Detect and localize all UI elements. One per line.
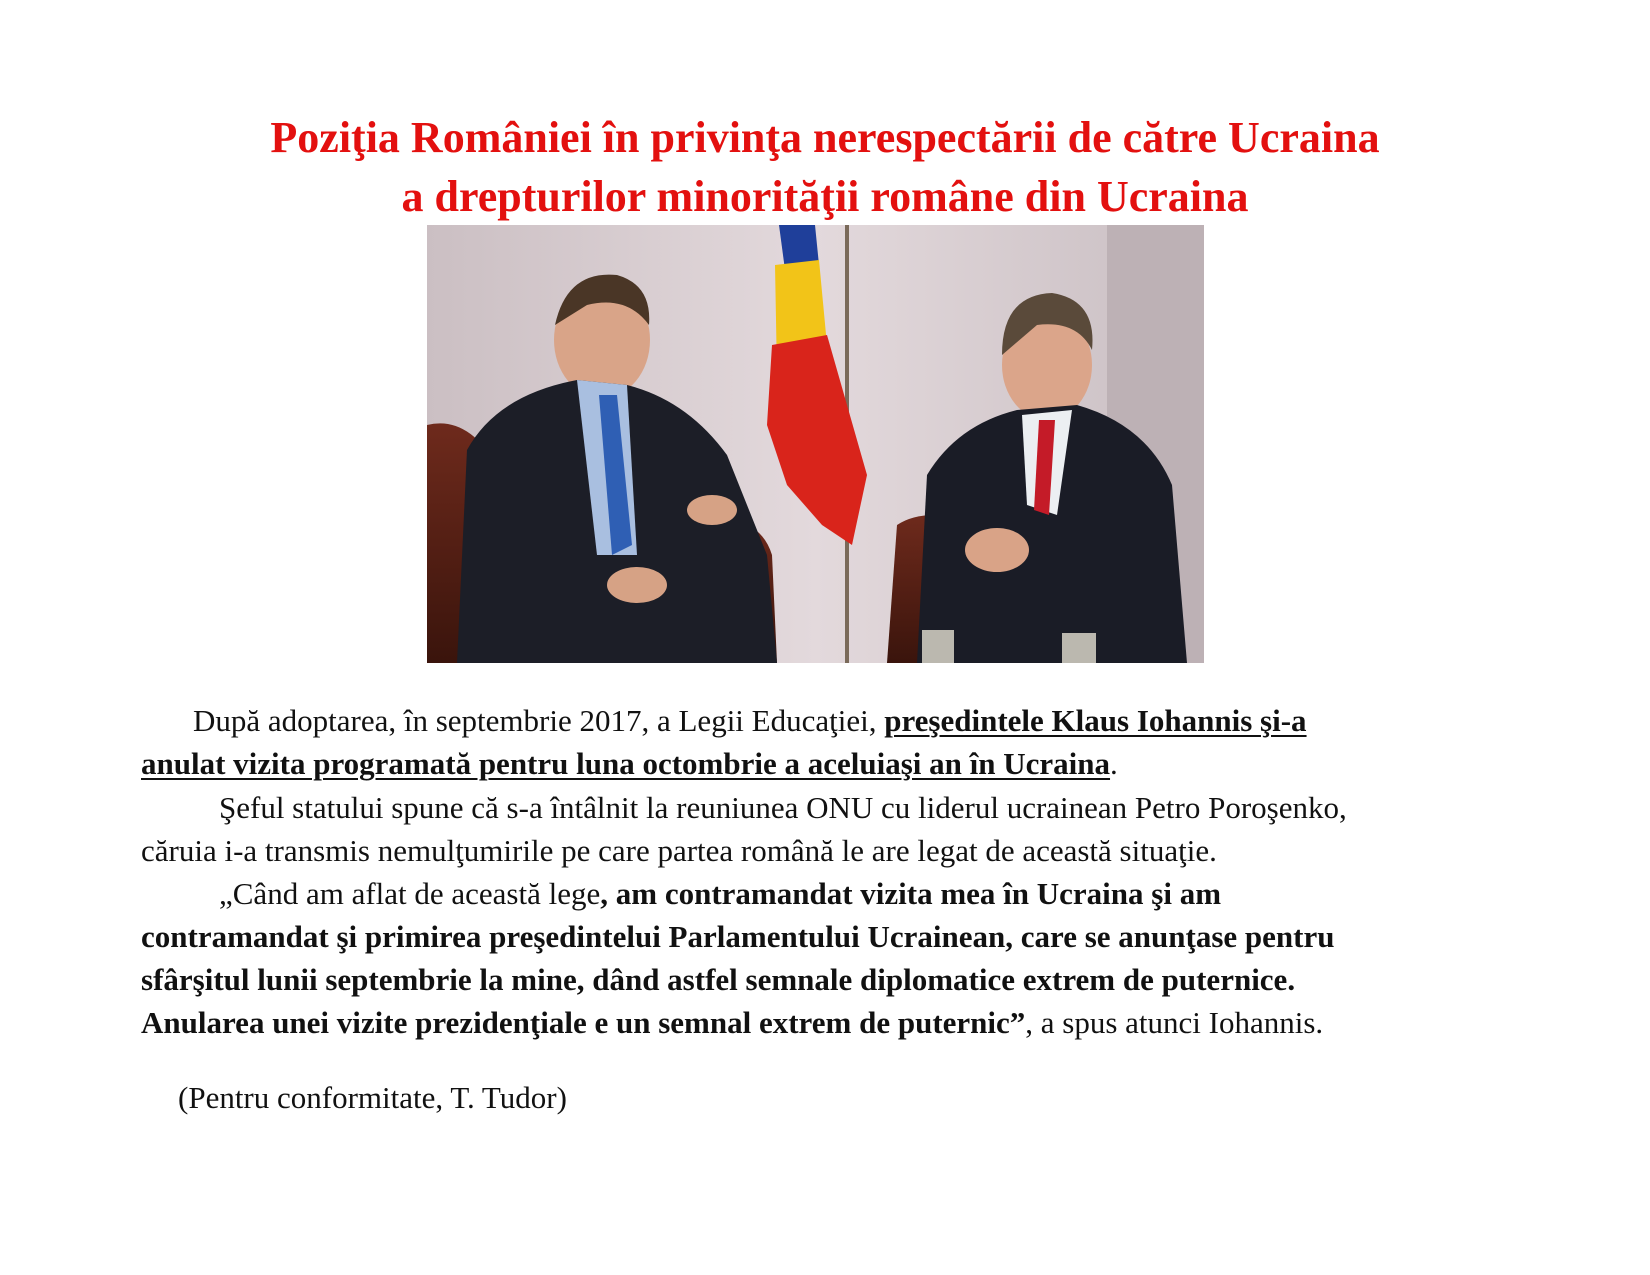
text-bold: , am contramandat vizita mea în Ucraina şi am [600,876,1222,911]
paragraph-line-7: sfârşitul lunii septembrie la mine, dând astfel semnale diplomatice extrem de puternice. [141,962,1296,997]
title-line-2: a drepturilor minorităţii române din Ucraina [401,172,1249,221]
paragraph-line-2 [141,742,1521,785]
text-normal: „Când am aflat de această lege [219,876,601,911]
text-bold-underlined: anulat vizita programată pentru luna octombrie a aceluiaşi an în Ucraina [141,746,1111,781]
paragraph-line-1 [141,699,1573,742]
paragraph-line-3: Şeful statului spune că s-a întâlnit la reuniunea ONU cu liderul ucrainean Petro Poroşenko, [219,790,1347,825]
signature: (Pentru conformitate, T. Tudor) [178,1080,567,1115]
text-normal: . [1110,746,1118,781]
paragraph-line-5 [141,872,1599,915]
paragraph-line-4: căruia i-a transmis nemulţumirile pe care partea română le are legat de această situaţie. [141,833,1217,868]
text-normal: După adoptarea, în septembrie 2017, a Legii Educaţiei, [193,703,885,738]
meeting-photo [427,225,1204,663]
paragraph-line-6: contramandat şi primirea preşedintelui Parlamentului Ucrainean, care se anunţase pentru [141,919,1335,954]
text-normal: , a spus atunci Iohannis. [1025,1005,1324,1040]
paragraph-line-8 [141,1001,1521,1044]
title-line-1: Poziţia României în privinţa nerespectării de către Ucraina [270,113,1380,162]
text-bold: Anularea unei vizite prezidenţiale e un semnal extrem de puternic” [141,1005,1026,1040]
text-bold-underlined: preşedintele Klaus Iohannis şi-a [884,703,1307,738]
